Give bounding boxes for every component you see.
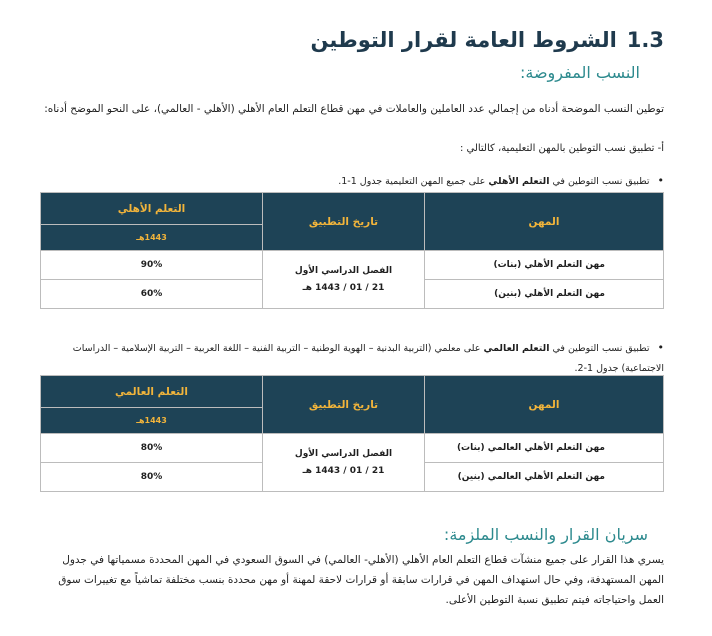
rate-cell: 90% <box>41 251 263 280</box>
bullet-private-education <box>338 174 664 187</box>
date-value: 21 / 01 / 1443 هـ <box>302 282 385 293</box>
header-jobs: المهن <box>425 193 664 251</box>
bullet-text-post: على جميع المهن التعليمية جدول 1-1. <box>338 176 489 187</box>
table-international-education <box>40 375 664 492</box>
section-number: 1.3 <box>626 28 664 52</box>
job-cell: مهن التعلم الأهلي العالمي (بنات) <box>425 434 664 463</box>
header-international-education: التعلم العالمي <box>41 376 263 408</box>
table-row <box>41 251 664 280</box>
application-date-cell <box>263 251 425 309</box>
header-application-date: تاريخ التطبيق <box>263 376 425 434</box>
rates-subheading: النسب المفروضة: <box>520 63 640 82</box>
bullet-text-pre: تطبيق نسب التوطين في <box>549 176 650 187</box>
date-semester: الفصل الدراسي الأول <box>294 448 393 459</box>
rate-cell: 80% <box>41 434 263 463</box>
scope-subheading: سريان القرار والنسب الملزمة: <box>443 525 648 544</box>
header-year: 1443هـ <box>41 225 263 251</box>
rate-cell: 60% <box>41 280 263 309</box>
job-cell: مهن التعلم الأهلي (بنات) <box>425 251 664 280</box>
rate-cell: 80% <box>41 463 263 492</box>
bullet-text-bold: التعلم العالمي <box>483 343 550 354</box>
scope-paragraph: يسري هذا القرار على جميع منشآت قطاع التعلم العام الأهلي (الأهلي- العالمي) في السوق السعودي في المهن المحددة مسمياتها في جدول المهن المستهدفة، وفي حال استهداف المهن في قرارات سابقة أو قرارات لاحقة لمهنة أو مهن محددة بنسب مختلفة تماشياً مع تغييرات سوق العمل واحتياجاته فيتم تطبيق نسبة التوطين الأعلى. <box>58 554 664 606</box>
header-private-education: التعلم الأهلي <box>41 193 263 225</box>
bullet-text-bold: التعلم الأهلي <box>488 176 550 187</box>
header-year: 1443هـ <box>41 408 263 434</box>
date-semester: الفصل الدراسي الأول <box>294 265 393 276</box>
intro-paragraph: توطين النسب الموضحة أدناه من إجمالي عدد العاملين والعاملات في مهن قطاع التعلم العام الأهلي (الأهلي - العالمي)، على النحو الموضح أدناه: <box>44 103 664 115</box>
header-application-date: تاريخ التطبيق <box>263 193 425 251</box>
table-row <box>41 434 664 463</box>
bullet-international-education <box>54 338 664 379</box>
date-value: 21 / 01 / 1443 هـ <box>302 465 385 476</box>
section-title-text: الشروط العامة لقرار التوطين <box>310 28 617 52</box>
job-cell: مهن التعلم الأهلي (بنين) <box>425 280 664 309</box>
job-cell: مهن التعلم الأهلي العالمي (بنين) <box>425 463 664 492</box>
bullet-text-post: على معلمي (التربية البدنية – الهوية الوطنية – التربية الفنية – اللغة العربية – التربية الإسلامية – الدراسات الاجتماعية) جدول 1-2. <box>72 343 664 374</box>
table-private-education <box>40 192 664 309</box>
application-date-cell <box>263 434 425 492</box>
header-jobs: المهن <box>425 376 664 434</box>
section-title <box>311 28 665 52</box>
bullet-text-pre: تطبيق نسب التوطين في <box>549 343 650 354</box>
list-item-a: أ- تطبيق نسب التوطين بالمهن التعليمية، كالتالي : <box>459 143 664 154</box>
